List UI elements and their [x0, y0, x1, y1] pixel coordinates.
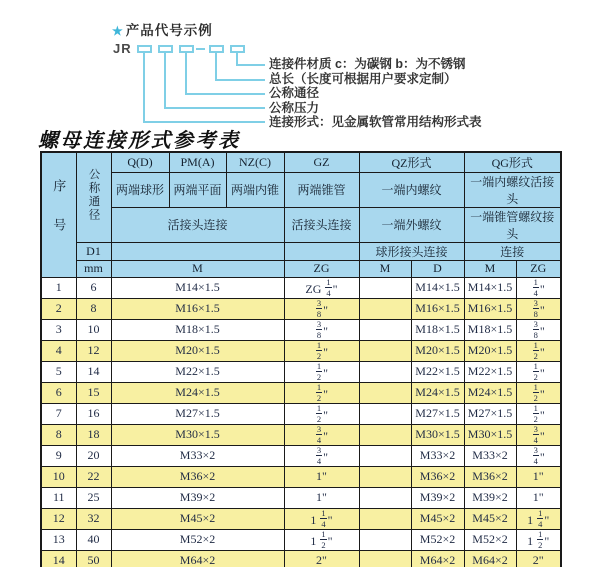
header-col-gz: GZ [284, 152, 359, 172]
cell-qz_d: M64×2 [411, 550, 464, 567]
cell-seq: 7 [41, 403, 76, 424]
cell-qg_m: M22×1.5 [464, 361, 516, 382]
code-prefix: JR [113, 41, 132, 56]
cell-mm: 25 [76, 487, 111, 508]
table-row [41, 277, 561, 298]
cell-m: M52×2 [111, 529, 284, 550]
cell-zg: 1 $\frac{1}{2}$ " [284, 529, 359, 550]
table-row [41, 487, 561, 508]
header-gz-union: 活接头连接 [284, 207, 359, 242]
cell-qg_zg: $\frac{3}{8}$ " [516, 319, 561, 340]
cell-mm: 18 [76, 424, 111, 445]
cell-qz_d: M36×2 [411, 466, 464, 487]
header-col-nz: NZ(C) [226, 152, 284, 172]
header-pm-desc: 两端平面 [169, 172, 226, 207]
connector-line-vertical [185, 52, 187, 95]
header-qg-zg: ZG [516, 260, 561, 277]
connector-line-vertical [215, 52, 217, 81]
cell-qg_m: M52×2 [464, 529, 516, 550]
header-d1: D1 [76, 242, 111, 260]
header-col-qz: QZ形式 [359, 152, 464, 172]
header-blank-left [111, 242, 284, 260]
cell-seq: 9 [41, 445, 76, 466]
connector-line-horizontal [143, 121, 265, 123]
cell-m: M14×1.5 [111, 277, 284, 298]
diagram-label: 连接形式：见金属软管常用结构形式表 [269, 115, 482, 129]
cell-m: M20×1.5 [111, 340, 284, 361]
header-col-qg: QG形式 [464, 152, 561, 172]
cell-qz_d: M30×1.5 [411, 424, 464, 445]
cell-qg_zg: $\frac{3}{4}$ " [516, 424, 561, 445]
cell-mm: 40 [76, 529, 111, 550]
header-gz-desc: 两端锥管 [284, 172, 359, 207]
cell-mm: 22 [76, 466, 111, 487]
cell-qg_m: M64×2 [464, 550, 516, 567]
header-union-connection: 活接头连接 [111, 207, 284, 242]
cell-seq: 10 [41, 466, 76, 487]
cell-zg: $\frac{3}{8}$ " [284, 319, 359, 340]
connector-line-vertical [164, 52, 166, 109]
cell-seq: 6 [41, 382, 76, 403]
header-col-q: Q(D) [111, 152, 169, 172]
cell-zg: 1 $\frac{1}{4}$ " [284, 508, 359, 529]
connector-line-vertical [143, 52, 145, 123]
table-row [41, 550, 561, 567]
cell-mm: 20 [76, 445, 111, 466]
cell-qg_zg: $\frac{3}{8}$ " [516, 298, 561, 319]
header-m: M [111, 260, 284, 277]
cell-qz_d: M16×1.5 [411, 298, 464, 319]
cell-qg_zg: 1 $\frac{1}{2}$ " [516, 529, 561, 550]
cell-qg_zg: 1" [516, 466, 561, 487]
cell-zg: $\frac{1}{2}$ " [284, 403, 359, 424]
table-row [41, 340, 561, 361]
cell-qg_m: M24×1.5 [464, 382, 516, 403]
cell-qz_m [359, 445, 411, 466]
diagram-title [112, 19, 213, 39]
cell-m: M45×2 [111, 508, 284, 529]
cell-zg: $\frac{1}{2}$ " [284, 382, 359, 403]
cell-qz_m [359, 277, 411, 298]
table-row [41, 382, 561, 403]
cell-mm: 16 [76, 403, 111, 424]
header-nominal-diameter: 公称通径 [76, 152, 111, 242]
table-row [41, 508, 561, 529]
cell-qg_m: M20×1.5 [464, 340, 516, 361]
cell-qz_d: M52×2 [411, 529, 464, 550]
cell-qz_d: M39×2 [411, 487, 464, 508]
table-row [41, 298, 561, 319]
cell-qg_zg: $\frac{1}{2}$ " [516, 361, 561, 382]
cell-m: M16×1.5 [111, 298, 284, 319]
header-qg-desc1: 一端内螺纹活接头 [464, 172, 561, 207]
cell-seq: 3 [41, 319, 76, 340]
cell-mm: 50 [76, 550, 111, 567]
diagram-label: 公称通径 [269, 86, 320, 100]
cell-qg_m: M18×1.5 [464, 319, 516, 340]
cell-qz_d: M24×1.5 [411, 382, 464, 403]
cell-mm: 6 [76, 277, 111, 298]
cell-qz_m [359, 403, 411, 424]
cell-qz_d: M33×2 [411, 445, 464, 466]
code-dash [196, 48, 205, 50]
diagram-label: 连接件材质 c：为碳钢 b：为不锈钢 [269, 57, 466, 71]
cell-m: M22×1.5 [111, 361, 284, 382]
cell-qz_m [359, 298, 411, 319]
cell-mm: 12 [76, 340, 111, 361]
header-qz-desc2: 一端外螺纹 [359, 207, 464, 242]
cell-m: M27×1.5 [111, 403, 284, 424]
cell-seq: 4 [41, 340, 76, 361]
cell-seq: 2 [41, 298, 76, 319]
cell-qz_d: M14×1.5 [411, 277, 464, 298]
cell-qz_m [359, 361, 411, 382]
cell-zg: ZG $\frac{1}{4}$ " [284, 277, 359, 298]
cell-qz_m [359, 424, 411, 445]
table-row [41, 445, 561, 466]
header-qg-m: M [464, 260, 516, 277]
cell-m: M36×2 [111, 466, 284, 487]
connector-line-horizontal [215, 79, 265, 81]
cell-qz_m [359, 508, 411, 529]
cell-mm: 32 [76, 508, 111, 529]
table-row [41, 403, 561, 424]
diagram-title-text: 产品代号示例 [125, 23, 213, 38]
cell-qz_d: M18×1.5 [411, 319, 464, 340]
cell-zg: 2" [284, 550, 359, 567]
table-row [41, 424, 561, 445]
connector-line-horizontal [164, 107, 265, 109]
cell-zg: $\frac{1}{2}$ " [284, 361, 359, 382]
header-q-desc: 两端球形 [111, 172, 169, 207]
cell-zg: $\frac{3}{8}$ " [284, 298, 359, 319]
cell-zg: $\frac{1}{2}$ " [284, 340, 359, 361]
product-code-diagram [0, 0, 600, 128]
cell-qg_m: M39×2 [464, 487, 516, 508]
header-zg: ZG [284, 260, 359, 277]
cell-qz_d: M45×2 [411, 508, 464, 529]
cell-qg_m: M14×1.5 [464, 277, 516, 298]
header-qz-desc1: 一端内螺纹 [359, 172, 464, 207]
cell-qg_m: M33×2 [464, 445, 516, 466]
cell-qz_d: M20×1.5 [411, 340, 464, 361]
reference-table [40, 151, 562, 567]
diagram-label: 总长（长度可根据用户要求定制） [269, 71, 457, 86]
cell-m: M30×1.5 [111, 424, 284, 445]
cell-qz_m [359, 319, 411, 340]
header-mm: mm [76, 260, 111, 277]
table-row [41, 361, 561, 382]
table-row [41, 319, 561, 340]
cell-qz_m [359, 529, 411, 550]
header-qg-connection: 连接 [464, 242, 561, 260]
cell-qg_m: M45×2 [464, 508, 516, 529]
table-title: 螺母连接形式参考表 [38, 130, 241, 152]
header-qz-connection: 球形接头连接 [359, 242, 464, 260]
cell-qz_d: M22×1.5 [411, 361, 464, 382]
table-body [41, 277, 561, 567]
cell-seq: 14 [41, 550, 76, 567]
header-qg-desc2: 一端锥管螺纹接头 [464, 207, 561, 242]
cell-seq: 11 [41, 487, 76, 508]
cell-qg_zg: $\frac{3}{4}$ " [516, 445, 561, 466]
cell-qg_zg: $\frac{1}{2}$ " [516, 340, 561, 361]
cell-m: M24×1.5 [111, 382, 284, 403]
cell-qg_m: M27×1.5 [464, 403, 516, 424]
star-icon: ★ [112, 24, 124, 38]
table-header [41, 152, 561, 277]
header-blank-gz [284, 242, 359, 260]
table-row [41, 529, 561, 550]
cell-qz_d: M27×1.5 [411, 403, 464, 424]
cell-qg_zg: $\frac{1}{2}$ " [516, 382, 561, 403]
cell-m: M64×2 [111, 550, 284, 567]
cell-m: M33×2 [111, 445, 284, 466]
cell-qg_zg: 1 $\frac{1}{4}$ " [516, 508, 561, 529]
cell-qg_m: M30×1.5 [464, 424, 516, 445]
cell-mm: 14 [76, 361, 111, 382]
cell-qg_zg: 1" [516, 487, 561, 508]
cell-qz_m [359, 382, 411, 403]
cell-qz_m [359, 340, 411, 361]
cell-qz_m [359, 550, 411, 567]
cell-qg_m: M16×1.5 [464, 298, 516, 319]
cell-zg: $\frac{3}{4}$ " [284, 424, 359, 445]
cell-qz_m [359, 487, 411, 508]
header-qz-m: M [359, 260, 411, 277]
cell-qg_zg: $\frac{1}{2}$ " [516, 403, 561, 424]
header-qz-d: D [411, 260, 464, 277]
connector-line-horizontal [185, 93, 265, 95]
cell-mm: 8 [76, 298, 111, 319]
cell-seq: 13 [41, 529, 76, 550]
cell-m: M18×1.5 [111, 319, 284, 340]
table-row [41, 466, 561, 487]
diagram-label: 公称压力 [269, 100, 320, 115]
cell-seq: 8 [41, 424, 76, 445]
cell-mm: 10 [76, 319, 111, 340]
cell-qz_m [359, 466, 411, 487]
cell-qg_m: M36×2 [464, 466, 516, 487]
cell-seq: 12 [41, 508, 76, 529]
cell-zg: $\frac{3}{4}$ " [284, 445, 359, 466]
header-seq: 序号 [41, 152, 76, 277]
cell-qg_zg: 2" [516, 550, 561, 567]
cell-seq: 1 [41, 277, 76, 298]
cell-qg_zg: $\frac{1}{4}$ " [516, 277, 561, 298]
header-col-pm: PM(A) [169, 152, 226, 172]
diagram-labels [269, 57, 482, 130]
cell-zg: 1" [284, 487, 359, 508]
connector-line-horizontal [236, 64, 265, 66]
cell-m: M39×2 [111, 487, 284, 508]
header-nz-desc: 两端内锥 [226, 172, 284, 207]
cell-mm: 15 [76, 382, 111, 403]
cell-seq: 5 [41, 361, 76, 382]
cell-zg: 1" [284, 466, 359, 487]
